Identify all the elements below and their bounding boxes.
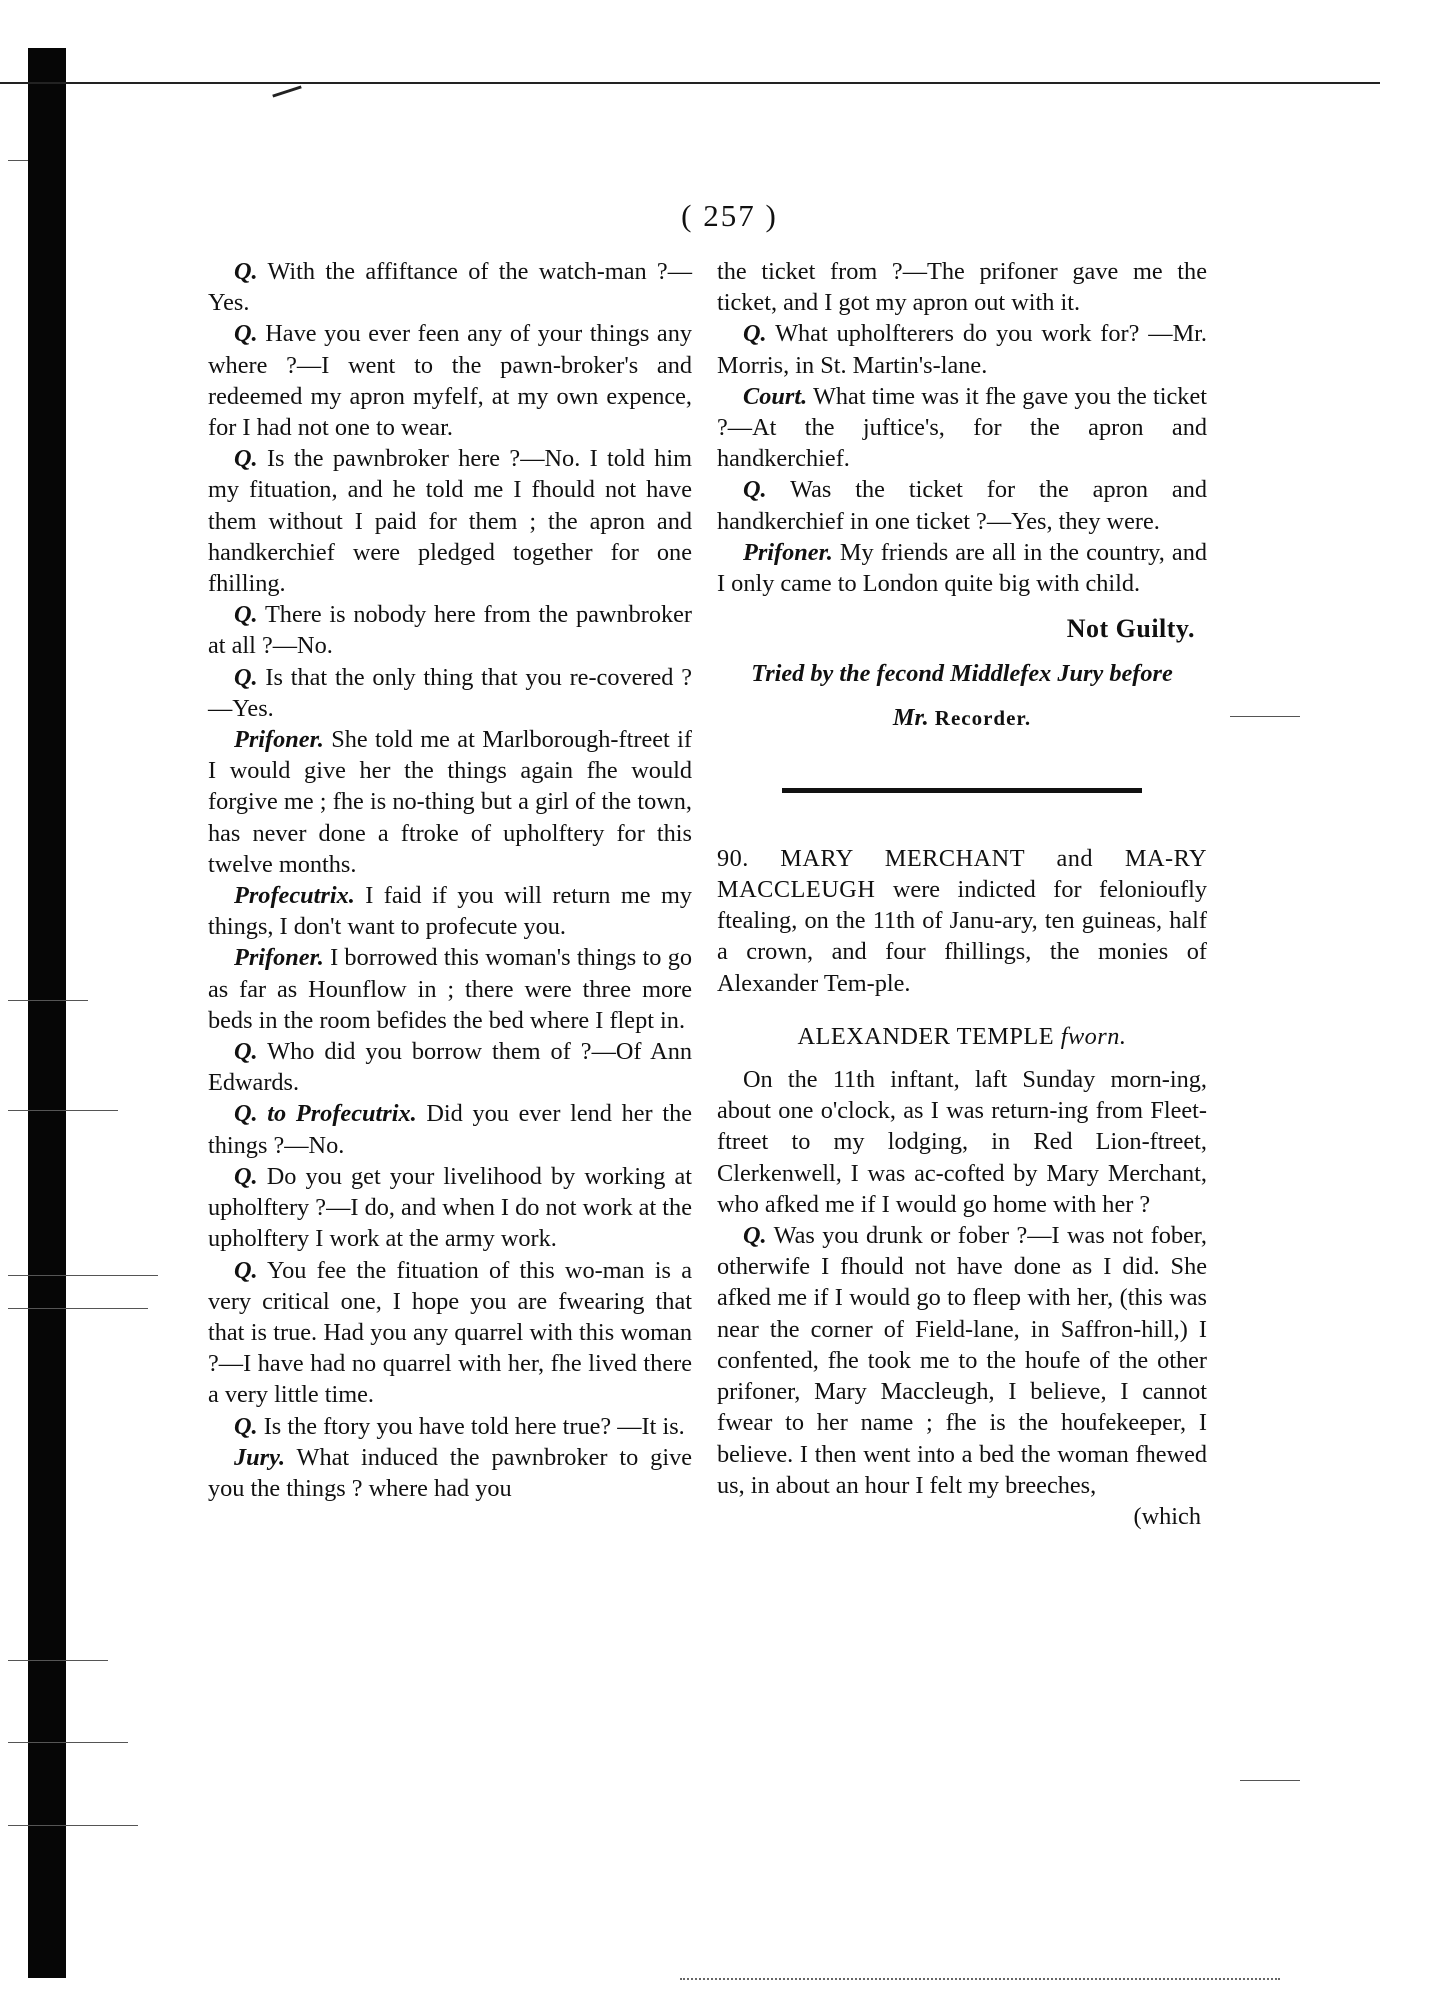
dialogue-paragraph: Q. You fee the fituation of this wo-man is a very critical one, I hope you are fwearing that that is true. Had you any quarrel with this woman ?—I have had no quarrel with her, fhe lived there a very little time. bbox=[208, 1256, 692, 1409]
catchword: (which bbox=[1133, 1502, 1201, 1530]
dialogue-paragraph: Q. Do you get your livelihood by working at upholftery ?—I do, and when I do not work at the upholftery I work at the army work. bbox=[208, 1162, 692, 1253]
top-page-edge-rule bbox=[0, 82, 1380, 84]
dialogue-paragraph: Prifoner. My friends are all in the country, and I only came to London quite big with child. bbox=[717, 538, 1207, 598]
case-indictment: 90. MARY MERCHANT and MA-RY MACCLEUGH were indicted for felonioufly ftealing, on the 11th of Janu-ary, ten guineas, half a crown, and four fhillings, the monies of Alexander Tem-ple. bbox=[717, 844, 1208, 997]
witness-heading: ALEXANDER TEMPLE fworn. bbox=[797, 1022, 1127, 1050]
margin-mark bbox=[8, 1308, 148, 1309]
book-binding-edge bbox=[28, 48, 66, 1978]
page-number: ( 257 ) bbox=[681, 198, 778, 233]
dialogue-paragraph: Q. Was the ticket for the apron and handkerchief in one ticket ?—Yes, they were. bbox=[717, 476, 1207, 535]
dialogue-paragraph: Q. Was you drunk or fober ?—I was not fober, otherwife I fhould not have done as I did. She afked me if I would go to fleep with her, (this was near the corner of Field-lane, in Saffron-hill,) I confented, fhe took me to the houfe of the other prifoner, Mary Maccleugh, I believe, I cannot fwear to her name ; fhe is the houfekeeper, I believe. I then went into a bed the woman fhewed us, in about an hour I felt my breeches, bbox=[717, 1222, 1207, 1499]
ink-mark bbox=[272, 85, 301, 97]
margin-mark bbox=[8, 1000, 88, 1001]
verdict: Not Guilty. bbox=[1066, 614, 1195, 644]
dialogue-paragraph: Jury. What induced the pawnbroker to give you the things ? where had you bbox=[208, 1443, 692, 1502]
margin-mark bbox=[1230, 716, 1300, 717]
testimony-paragraph: On the 11th inftant, laft Sunday morn-ing, about one o'clock, as I was return-ing from Fleet-ftreet to my lodging, in Red Lion-ftreet, Clerkenwell, I was ac-cofted by Mary Merchant, who afked me if I would go home with her ? bbox=[717, 1066, 1207, 1218]
dialogue-paragraph: Q. With the affiftance of the watch-man ?—Yes. bbox=[208, 258, 692, 317]
margin-mark bbox=[8, 1275, 158, 1276]
dialogue-paragraph: Profecutrix. I faid if you will return me my things, I don't want to profecute you. bbox=[208, 882, 692, 941]
continued-paragraph: the ticket from ?—The prifoner gave me the ticket, and I got my apron out with it. bbox=[717, 258, 1207, 317]
margin-mark bbox=[8, 1825, 138, 1826]
dialogue-paragraph: Q. Is the ftory you have told here true? —It is. bbox=[234, 1412, 685, 1440]
dialogue-paragraph: Prifoner. She told me at Marlborough-ftreet if I would give her the things again fhe would forgive me ; fhe is no-thing but a girl of the town, has never done a ftroke of upholftery for this twelve months. bbox=[208, 726, 693, 878]
margin-mark bbox=[8, 1742, 128, 1743]
margin-mark bbox=[8, 1110, 118, 1111]
bottom-edge-marks bbox=[680, 1978, 1280, 1982]
dialogue-paragraph: Prifoner. I borrowed this woman's things to go as far as Hounflow in ; there were three more beds in the room befides the bed where I flept in. bbox=[208, 944, 692, 1034]
dialogue-paragraph: Court. What time was it fhe gave you the ticket ?—At the juftice's, for the apron and handkerchief. bbox=[717, 382, 1207, 473]
jury-caption: Tried by the fecond Middlefex Jury before bbox=[751, 660, 1173, 688]
dialogue-paragraph: Q. What upholfterers do you work for? —Mr. Morris, in St. Martin's-lane. bbox=[717, 320, 1208, 379]
dialogue-paragraph: Q. to Profecutrix. Did you ever lend her the things ?—No. bbox=[208, 1100, 693, 1159]
section-divider bbox=[782, 788, 1142, 793]
right-column bbox=[717, 256, 1207, 1532]
dialogue-paragraph: Q. Is that the only thing that you re-covered ?—Yes. bbox=[208, 663, 693, 722]
dialogue-paragraph: Q. Who did you borrow them of ?—Of Ann Edwards. bbox=[208, 1038, 692, 1097]
dialogue-paragraph: Q. There is nobody here from the pawnbroker at all ?—No. bbox=[208, 601, 693, 660]
margin-mark bbox=[1240, 1780, 1300, 1781]
dialogue-paragraph: Q. Have you ever feen any of your things any where ?—I went to the pawn-broker's and redeemed my apron myfelf, at my own expence, for I had not one to wear. bbox=[208, 320, 692, 442]
recorder-caption: Mr. Recorder. bbox=[892, 703, 1032, 731]
left-column bbox=[208, 256, 692, 1504]
dialogue-paragraph: Q. Is the pawnbroker here ?—No. I told him my fituation, and he told me I fhould not have them without I paid for them ; the apron and handkerchief were pledged together for one fhilling. bbox=[208, 445, 692, 598]
margin-mark bbox=[8, 1660, 108, 1661]
margin-mark bbox=[8, 160, 28, 161]
